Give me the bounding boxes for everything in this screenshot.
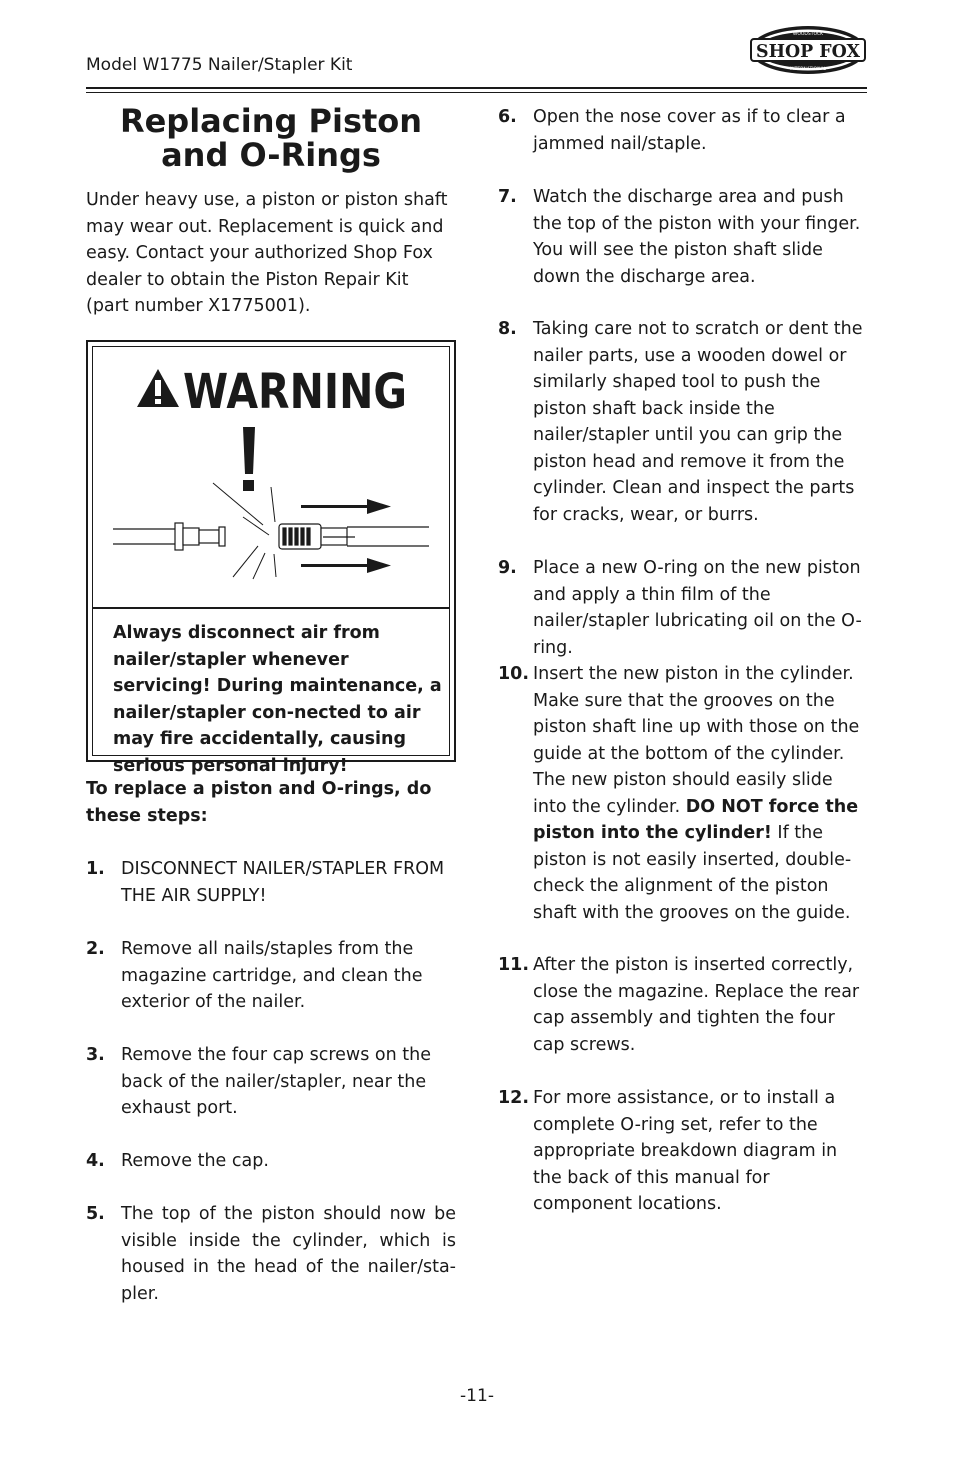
warning-divider — [93, 607, 449, 609]
step-3 — [86, 1042, 456, 1122]
step-6 — [498, 104, 870, 157]
svg-text:INTERNATIONAL: INTERNATIONAL — [789, 67, 827, 72]
step-number: 7. — [498, 187, 517, 207]
step-9 — [498, 555, 870, 661]
step-text: For more assistance, or to install a complete O-ring set, refer to the appropriate breakdown diagram in the back of this manual for component locations. — [533, 1088, 838, 1214]
step-text: Remove the four cap screws on the back of the nailer/stapler, near the exhaust port. — [121, 1045, 431, 1118]
page-number: -11- — [460, 1386, 494, 1406]
step-number: 6. — [498, 107, 517, 127]
step-8 — [498, 316, 870, 528]
warning-text: Always disconnect air from nailer/stapler whenever servicing! During maintenance, a nailer/stapler con-nected to air may fire accidentally, causing serious personal injury! — [113, 623, 442, 776]
step-1 — [86, 856, 456, 909]
step-text: Open the nose cover as if to clear a jammed nail/staple. — [533, 107, 846, 154]
warning-illustration — [93, 347, 451, 607]
step-number: 3. — [86, 1045, 105, 1065]
step-number: 11. — [498, 955, 530, 975]
header-rule — [86, 87, 867, 89]
step-text — [533, 661, 870, 926]
left-column — [86, 100, 456, 320]
step-number: 12. — [498, 1088, 530, 1108]
step-text-bold: DO NOT force the piston into the cylinder! — [533, 796, 859, 843]
step-text: Remove all nails/staples from the magazine cartridge, and clean the exterior of the nailer. — [121, 939, 423, 1012]
step-text: DISCONNECT NAILER/STAPLER FROM THE AIR SUPPLY! — [121, 859, 445, 906]
step-text: The top of the piston should now be visible inside the cylinder, which is housed in the head of the nailer/sta-pler. — [121, 1204, 456, 1304]
shop-fox-logo — [748, 24, 868, 76]
step-text: Watch the discharge area and push the top of the piston with your finger. You will see the piston shaft slide down the discharge area. — [533, 187, 861, 287]
step-number: 8. — [498, 319, 517, 339]
section-title: Replacing Piston and O-Rings — [119, 102, 423, 174]
exclamation-icon — [243, 427, 255, 491]
step-number: 2. — [86, 939, 105, 959]
header-model-title: Model W1775 Nailer/Stapler Kit — [86, 55, 353, 75]
step-number: 9. — [498, 558, 517, 578]
step-11 — [498, 952, 870, 1058]
warning-triangle-icon — [137, 369, 179, 407]
step-4 — [86, 1148, 456, 1175]
air-hose-plug — [113, 523, 225, 550]
step-text: After the piston is inserted correctly, close the magazine. Replace the rear cap assembly and tighten the four cap screws. — [533, 955, 860, 1055]
warning-box — [86, 340, 456, 776]
svg-text:SHOP FOX: SHOP FOX — [756, 41, 861, 62]
header-rule-thin — [86, 92, 867, 93]
step-number: 10. — [498, 664, 530, 684]
air-coupler — [279, 524, 429, 549]
step-5 — [86, 1201, 456, 1307]
arrow-right-icon-lower — [301, 558, 391, 573]
step-12 — [498, 1085, 870, 1218]
step-text: Remove the cap. — [121, 1151, 269, 1171]
warning-label: WARNING — [183, 364, 407, 420]
step-2 — [86, 936, 456, 1016]
step-text-part: Insert the new piston in the cylinder. Make sure that the grooves on the piston shaft line up with those on the guide at the bottom of the cylinder. The new piston should easily slide into the cylinder. — [533, 664, 860, 817]
steps-intro: To replace a piston and O-rings, do these steps: — [86, 779, 432, 826]
svg-text:WOODSTOCK: WOODSTOCK — [792, 32, 824, 37]
step-text: Place a new O-ring on the new piston and apply a thin film of the nailer/stapler lubricating oil on the O-ring. — [533, 558, 862, 658]
step-text-part: If the piston is not easily inserted, double-check the alignment of the piston shaft with the grooves on the guide. — [533, 823, 852, 923]
arrow-right-icon — [301, 499, 391, 514]
step-number: 5. — [86, 1204, 105, 1224]
warning-box-inner — [92, 346, 450, 776]
intro-paragraph: Under heavy use, a piston or piston shaft may wear out. Replacement is quick and easy. Contact your authorized Shop Fox dealer to obtain the Piston Repair Kit (part number X1775001). — [86, 190, 448, 316]
step-text: Taking care not to scratch or dent the nailer parts, use a wooden dowel or similarly shaped tool to push the piston shaft back inside the nailer/stapler until you can grip the piston head and remove it from the cylinder. Clean and inspect the parts for cracks, wear, or burrs. — [533, 319, 863, 525]
step-number: 1. — [86, 859, 105, 879]
step-number: 4. — [86, 1151, 105, 1171]
step-10 — [498, 661, 870, 926]
step-7 — [498, 184, 870, 290]
